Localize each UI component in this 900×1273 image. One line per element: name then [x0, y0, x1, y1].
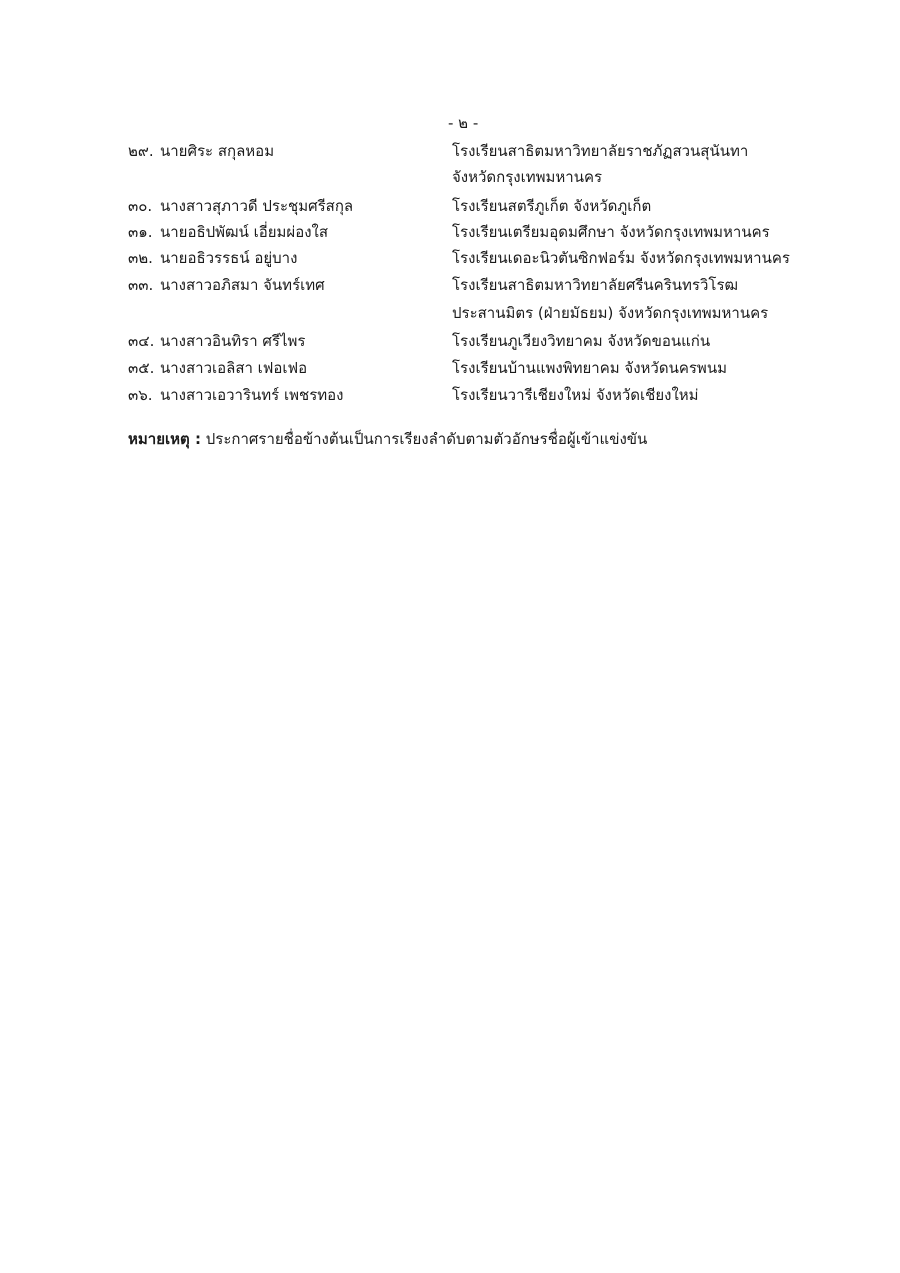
remark-note: [128, 426, 647, 452]
remark-label: หมายเหตุ :: [128, 430, 201, 448]
participant-name: นายอธิวรรธน์ อยู่บาง: [160, 249, 298, 267]
entry-number: ๓๕.: [128, 359, 155, 377]
school-name: โรงเรียนภูเวียงวิทยาคม จังหวัดขอนแก่น: [452, 332, 711, 350]
school-name: โรงเรียนสาธิตมหาวิทยาลัยศรีนครินทรวิโรฒ: [452, 276, 739, 294]
entry-number: ๓๔.: [128, 332, 155, 350]
school-name: โรงเรียนบ้านแพงพิทยาคม จังหวัดนครพนม: [452, 359, 727, 377]
entry-number: ๓๒.: [128, 249, 153, 267]
remark-text: ประกาศรายชื่อข้างต้นเป็นการเรียงลำดับตามตัวอักษรชื่อผู้เข้าแข่งขัน: [200, 430, 648, 448]
entry-number: ๓๐.: [128, 197, 153, 215]
school-name: โรงเรียนสตรีภูเก็ต จังหวัดภูเก็ต: [452, 197, 652, 215]
entry-number: ๒๙.: [128, 142, 154, 160]
entry-number: ๓๖.: [128, 386, 153, 404]
participant-name: นางสาวอภิสมา จันทร์เทศ: [160, 276, 325, 294]
school-name: โรงเรียนสาธิตมหาวิทยาลัยราชภัฏสวนสุนันทา: [452, 142, 749, 160]
school-name: โรงเรียนเตรียมอุดมศึกษา จังหวัดกรุงเทพมหานคร: [452, 223, 770, 241]
school-name: โรงเรียนวารีเชียงใหม่ จังหวัดเชียงใหม่: [452, 386, 699, 404]
participant-name: นางสาวเอลิสา เฟอเฟอ: [160, 359, 308, 377]
school-province: ประสานมิตร (ฝ่ายมัธยม) จังหวัดกรุงเทพมหานคร: [452, 304, 769, 322]
participant-name: นายศิระ สกุลหอม: [160, 142, 275, 160]
participant-name: นายอธิปพัฒน์ เอี่ยมผ่องใส: [160, 223, 329, 241]
school-province: จังหวัดกรุงเทพมหานคร: [452, 168, 603, 186]
participant-name: นางสาวอินทิรา ศรีไพร: [160, 332, 306, 350]
school-name: โรงเรียนเดอะนิวตันซิกฟอร์ม จังหวัดกรุงเทพมหานคร: [452, 249, 790, 267]
entry-number: ๓๓.: [128, 276, 154, 294]
participant-name: นางสาวเอวารินทร์ เพชรทอง: [160, 386, 344, 404]
participant-name: นางสาวสุภาวดี ประชุมศรีสกุล: [160, 197, 354, 215]
entry-number: ๓๑.: [128, 223, 153, 241]
page-number: - ๒ -: [448, 114, 479, 132]
